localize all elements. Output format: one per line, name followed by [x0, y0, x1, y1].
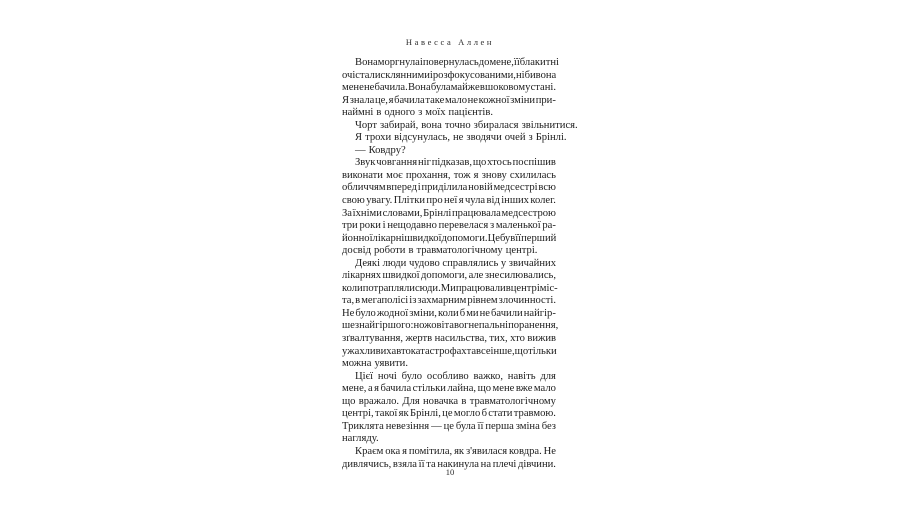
text-line: Не було жодної зміни, коли б ми не бачили найгір-: [342, 307, 556, 319]
text-line: мене не бачила. Вона була майже в шоковому стані.: [342, 82, 556, 94]
text-line: та, в мегаполісі із захмарним рівнем злочинності.: [342, 295, 556, 307]
text-line: За їхніми словами, Брінлі працювала медсестрою: [342, 207, 556, 219]
text-line: що вражало. Для новачка в травматологічному: [342, 395, 556, 407]
text-line: три роки і нещодавно перевелася з маленької ра-: [342, 220, 556, 232]
text-line: виконати моє прохання, тож я знову схилилась: [342, 169, 556, 181]
text-line: — Ковдру?: [355, 144, 406, 156]
text-line: дивлячись, взяла її та накинула на плечі дівчини.: [342, 458, 556, 470]
text-line: Цієї ночі було особливо важко, навіть для: [355, 370, 556, 382]
text-line: Чорт забирай, вона точно збиралася звільнитися.: [355, 119, 578, 131]
text-line: Я знала це, я бачила таке мало не кожної зміни при-: [342, 94, 556, 106]
text-line: Краєм ока я помітила, як з'явилася ковдра. Не: [355, 445, 556, 457]
text-line: центрі, такої як Брінлі, це могло б стати травмою.: [342, 408, 556, 420]
text-line: лікарнях швидкої допомоги, але знесилювались,: [342, 270, 556, 282]
text-line: можна уявити.: [342, 358, 408, 370]
text-line: нагляду.: [342, 433, 379, 445]
text-line: наймні в одного з моїх пацієнтів.: [342, 107, 493, 119]
text-line: Вона моргнула і повернулась до мене, її блакитні: [355, 57, 559, 68]
text-line: коли потрапляли сюди. Ми працювали в центрі міс-: [342, 282, 558, 294]
text-line: у жахливих автокатастрофах та все інше, що тільки: [342, 345, 557, 357]
text-line: свою увагу. Плітки про неї я чула від інших колег.: [342, 195, 556, 207]
text-line: досвід роботи в травматологічному центрі.: [342, 245, 538, 257]
text-line: йонної лікарні швидкої допомоги. Це був її перший: [342, 232, 557, 244]
text-line: Триклята невезіння — це була її перша зміна без: [342, 420, 556, 432]
text-line: зґвалтування, жертв насильства, тих, хто вижив: [342, 333, 556, 345]
running-head: Навесса Аллен: [405, 37, 495, 47]
text-line: Я трохи відсунулась, не зводячи очей з Брінлі.: [355, 132, 567, 144]
text-line: мене, а я бачила стільки лайна, що мене вже мало: [342, 383, 556, 395]
text-line: очі стали склянними і розфокусованими, ніби вона: [342, 69, 557, 81]
text-line: Деякі люди чудово справлялись у звичайних: [355, 257, 556, 269]
body-text: [342, 57, 578, 471]
page-number: 10: [445, 467, 455, 477]
text-line: обличчям вперед і приділила новій медсестрі всю: [342, 182, 556, 194]
text-line: Звук човгання ніг підказав, що хтось поспішив: [355, 157, 556, 169]
text-line: ше з найгіршого: ножові та вогнепальні поранення,: [342, 320, 559, 332]
